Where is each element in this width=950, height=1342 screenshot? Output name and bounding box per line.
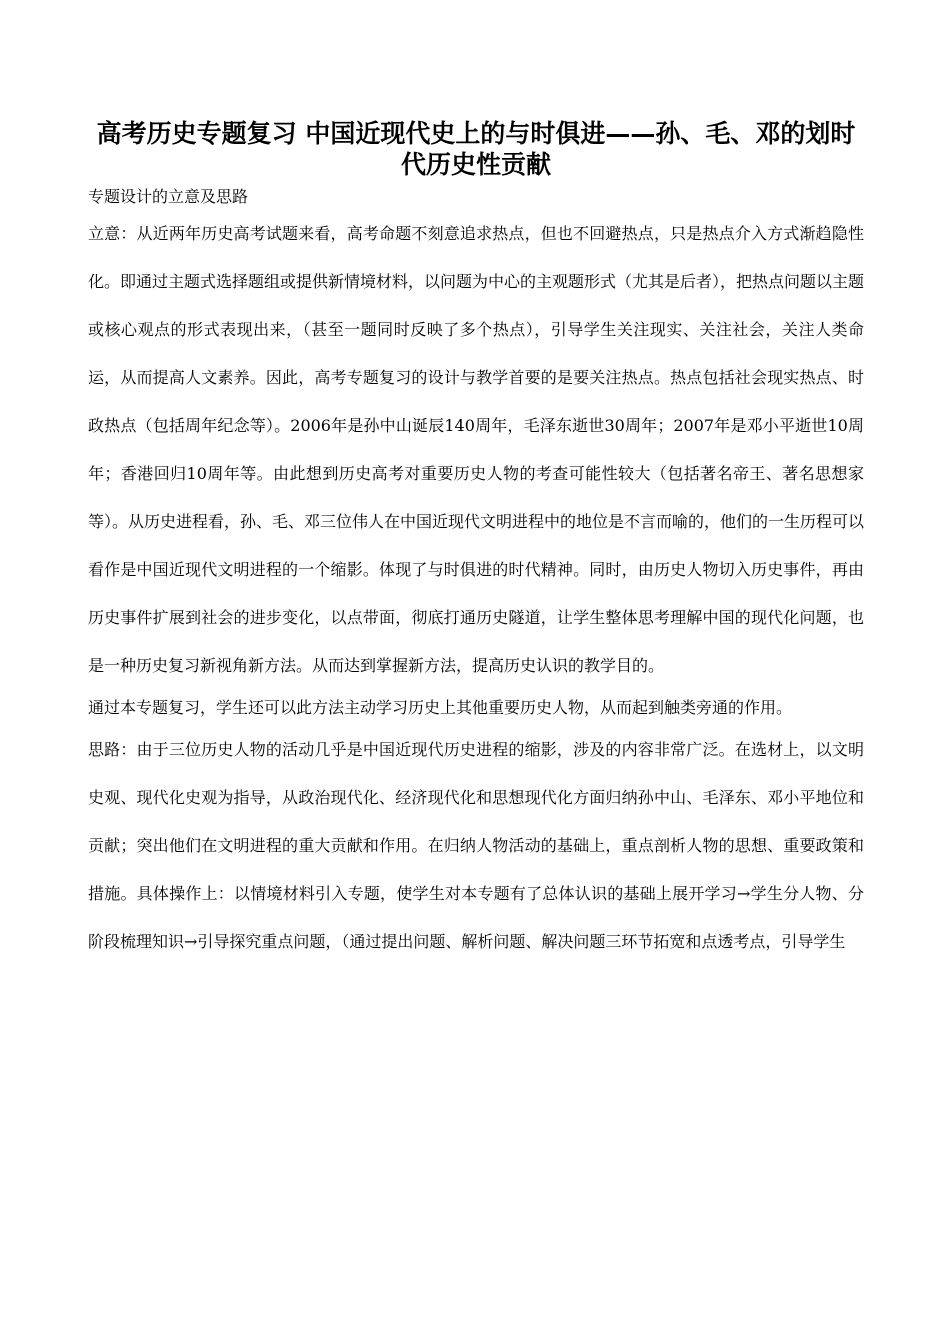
- paragraph-purpose: 立意：从近两年历史高考试题来看，高考命题不刻意追求热点，但也不回避热点，只是热点介入方式渐趋隐性化。即通过主题式选择题组或提供新情境材料，以问题为中心的主观题形式（尤其是后者），把热点问题以主题或核心观点的形式表现出来，（甚至一题同时反映了多个热点），引导学生关注现实、关注社会，关注人类命运，从而提高人文素养。因此，高考专题复习的设计与教学首要的是要关注热点。热点包括社会现实热点、时政热点（包括周年纪念等）。2006年是孙中山诞辰140周年，毛泽东逝世30周年；2007年是邓小平逝世10周年；香港回归10周年等。由此想到历史高考对重要历史人物的考查可能性较大（包括著名帝王、著名思想家等）。从历史进程看，孙、毛、邓三位伟人在中国近现代文明进程中的地位是不言而喻的，他们的一生历程可以看作是中国近现代文明进程的一个缩影。体现了与时俱进的时代精神。同时，由历史人物切入历史事件，再由历史事件扩展到社会的进步变化，以点带面，彻底打通历史隧道，让学生整体思考理解中国的现代化问题，也是一种历史复习新视角新方法。从而达到掌握新方法，提高历史认识的教学目的。: [88, 224, 865, 675]
- section-heading: 专题设计的立意及思路: [88, 187, 249, 206]
- document-title: 高考历史专题复习 中国近现代史上的与时俱进——孙、毛、邓的划时代历史性贡献: [96, 119, 856, 179]
- paragraph-approach: 思路：由于三位历史人物的活动几乎是中国近现代历史进程的缩影，涉及的内容非常广泛。在选材上，以文明史观、现代化史观为指导，从政治现代化、经济现代化和思想现代化方面归纳孙中山、毛泽东、邓小平地位和贡献；突出他们在文明进程的重大贡献和作用。在归纳人物活动的基础上，重点剖析人物的思想、重要政策和措施。具体操作上：以情境材料引入专题，使学生对本专题有了总体认识的基础上展开学习→学生分人物、分阶段梳理知识→引导探究重点问题，（通过提出问题、解析问题、解决问题三环节拓宽和点透考点，引导学生: [88, 740, 864, 951]
- document-page: [88, 118, 864, 966]
- paragraph-transfer: 通过本专题复习，学生还可以此方法主动学习历史上其他重要历史人物，从而起到触类旁通的作用。: [88, 698, 793, 717]
